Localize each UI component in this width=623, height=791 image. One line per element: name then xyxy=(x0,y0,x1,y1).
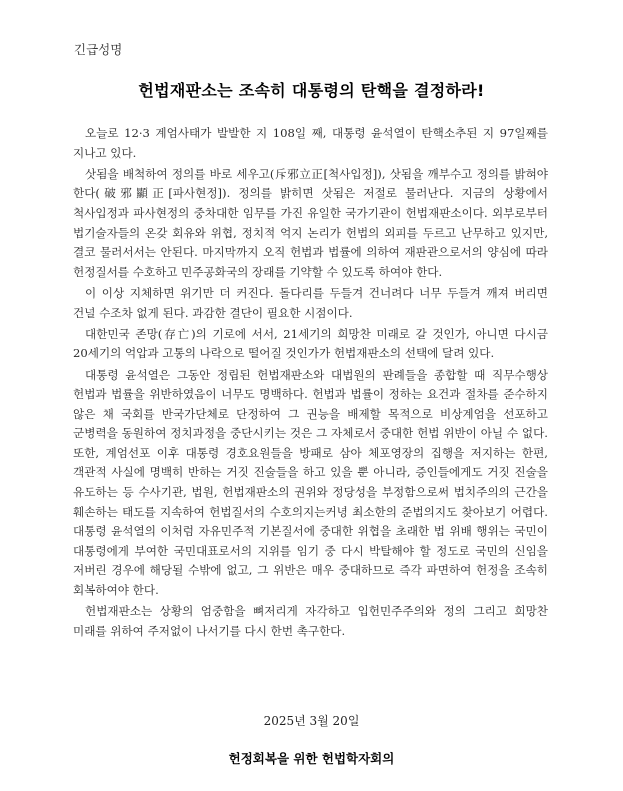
document-signature: 헌정회복을 위한 헌법학자회의 xyxy=(228,751,395,766)
document-date: 2025년 3월 20일 xyxy=(263,714,360,728)
document-label: 긴급성명 xyxy=(74,42,123,57)
paragraph: 오늘로 12·3 계엄사태가 발발한 지 108일 째, 대통령 윤석열이 탄핵소추된 지 97일째를 지나고 있다. xyxy=(73,126,548,160)
paragraph: 헌법재판소는 상황의 엄중함을 뼈저리게 자각하고 입헌민주주의와 정의 그리고 희망찬 미래를 위하여 주저없이 나서기를 다시 한번 촉구한다. xyxy=(73,604,548,638)
paragraph: 이 이상 지체하면 위기만 더 커진다. 돌다리를 두들겨 건너려다 너무 두들겨 깨져 버리면 건널 수조차 없게 된다. 과감한 결단이 필요한 시점이다. xyxy=(73,285,548,320)
document-title: 헌법재판소는 조속히 대통령의 탄핵을 결정하라! xyxy=(138,81,485,100)
paragraph: 삿됨을 배척하여 정의를 바로 세우고(斥邪立正[척사입정]), 삿됨을 깨부수고 정의를 밝혀야 한다(破邪顯正[파사현정]). 정의를 밝히면 삿됨은 저절로 물러난다. 지금의 상황에서 척사입정과 파사현정의 중차대한 임무를 가진 유일한 국가기관이 헌법재판소이다. 외부로부터 법기술자들의 온갖 회유와 위협, 정치적 억지 논리가 헌법의 외피를 두르고 난무하고 있지만, 결코 물러서서는 안된다. 마지막까지 오직 헌법과 법률에 의하여 재판관으로서의 양심에 따라 헌정질서를 수호하고 민주공화국의 장래를 기약할 수 있도록 하여야 한다. xyxy=(73,166,548,279)
paragraph: 대통령 윤석열은 그동안 정립된 헌법재판소와 대법원의 판례들을 종합할 때 직무수행상 헌법과 법률을 위반하였음이 너무도 명백하다. 헌법과 법률이 정하는 요건과 절차를 준수하지 않은 채 국회를 반국가단체로 단정하여 그 권능을 배제할 목적으로 비상계엄을 선포하고 군병력을 동원하여 정치과정을 중단시키는 것은 그 자체로서 중대한 헌법 위반이 아닐 수 없다. 또한, 계엄선포 이후 대통령 경호요원들을 방패로 삼아 체포영장의 집행을 저지하는 한편, 객관적 사실에 명백히 반하는 거짓 진술들을 하고 있을 뿐 아니라, 증인들에게도 거짓 진술을 유도하는 등 수사기관, 법원, 헌법재판소의 권위와 정당성을 부정함으로써 법치주의의 근간을 훼손하는 태도를 지속하여 헌법질서의 수호의지는커녕 최소한의 준법의지도 찾아보기 어렵다. 대통령 윤석열의 이처럼 자유민주적 기본질서에 중대한 위협을 초래한 법 위배 행위는 국민이 대통령에게 부여한 국민대표로서의 지위를 임기 중 다시 박탈해야 할 정도로 국민의 신임을 저버린 경우에 해당될 수밖에 없고, 그 위반은 매우 중대하므로 즉각 파면하여 헌정을 조속히 회복하여야 한다. xyxy=(73,367,548,598)
paragraph: 대한민국 존망(存亡)의 기로에 서서, 21세기의 희망찬 미래로 갈 것인가, 아니면 다시금 20세기의 억압과 고통의 나락으로 떨어질 것인가가 헌법재판소의 선택에 달려 있다. xyxy=(73,326,548,361)
document-body xyxy=(73,124,548,643)
